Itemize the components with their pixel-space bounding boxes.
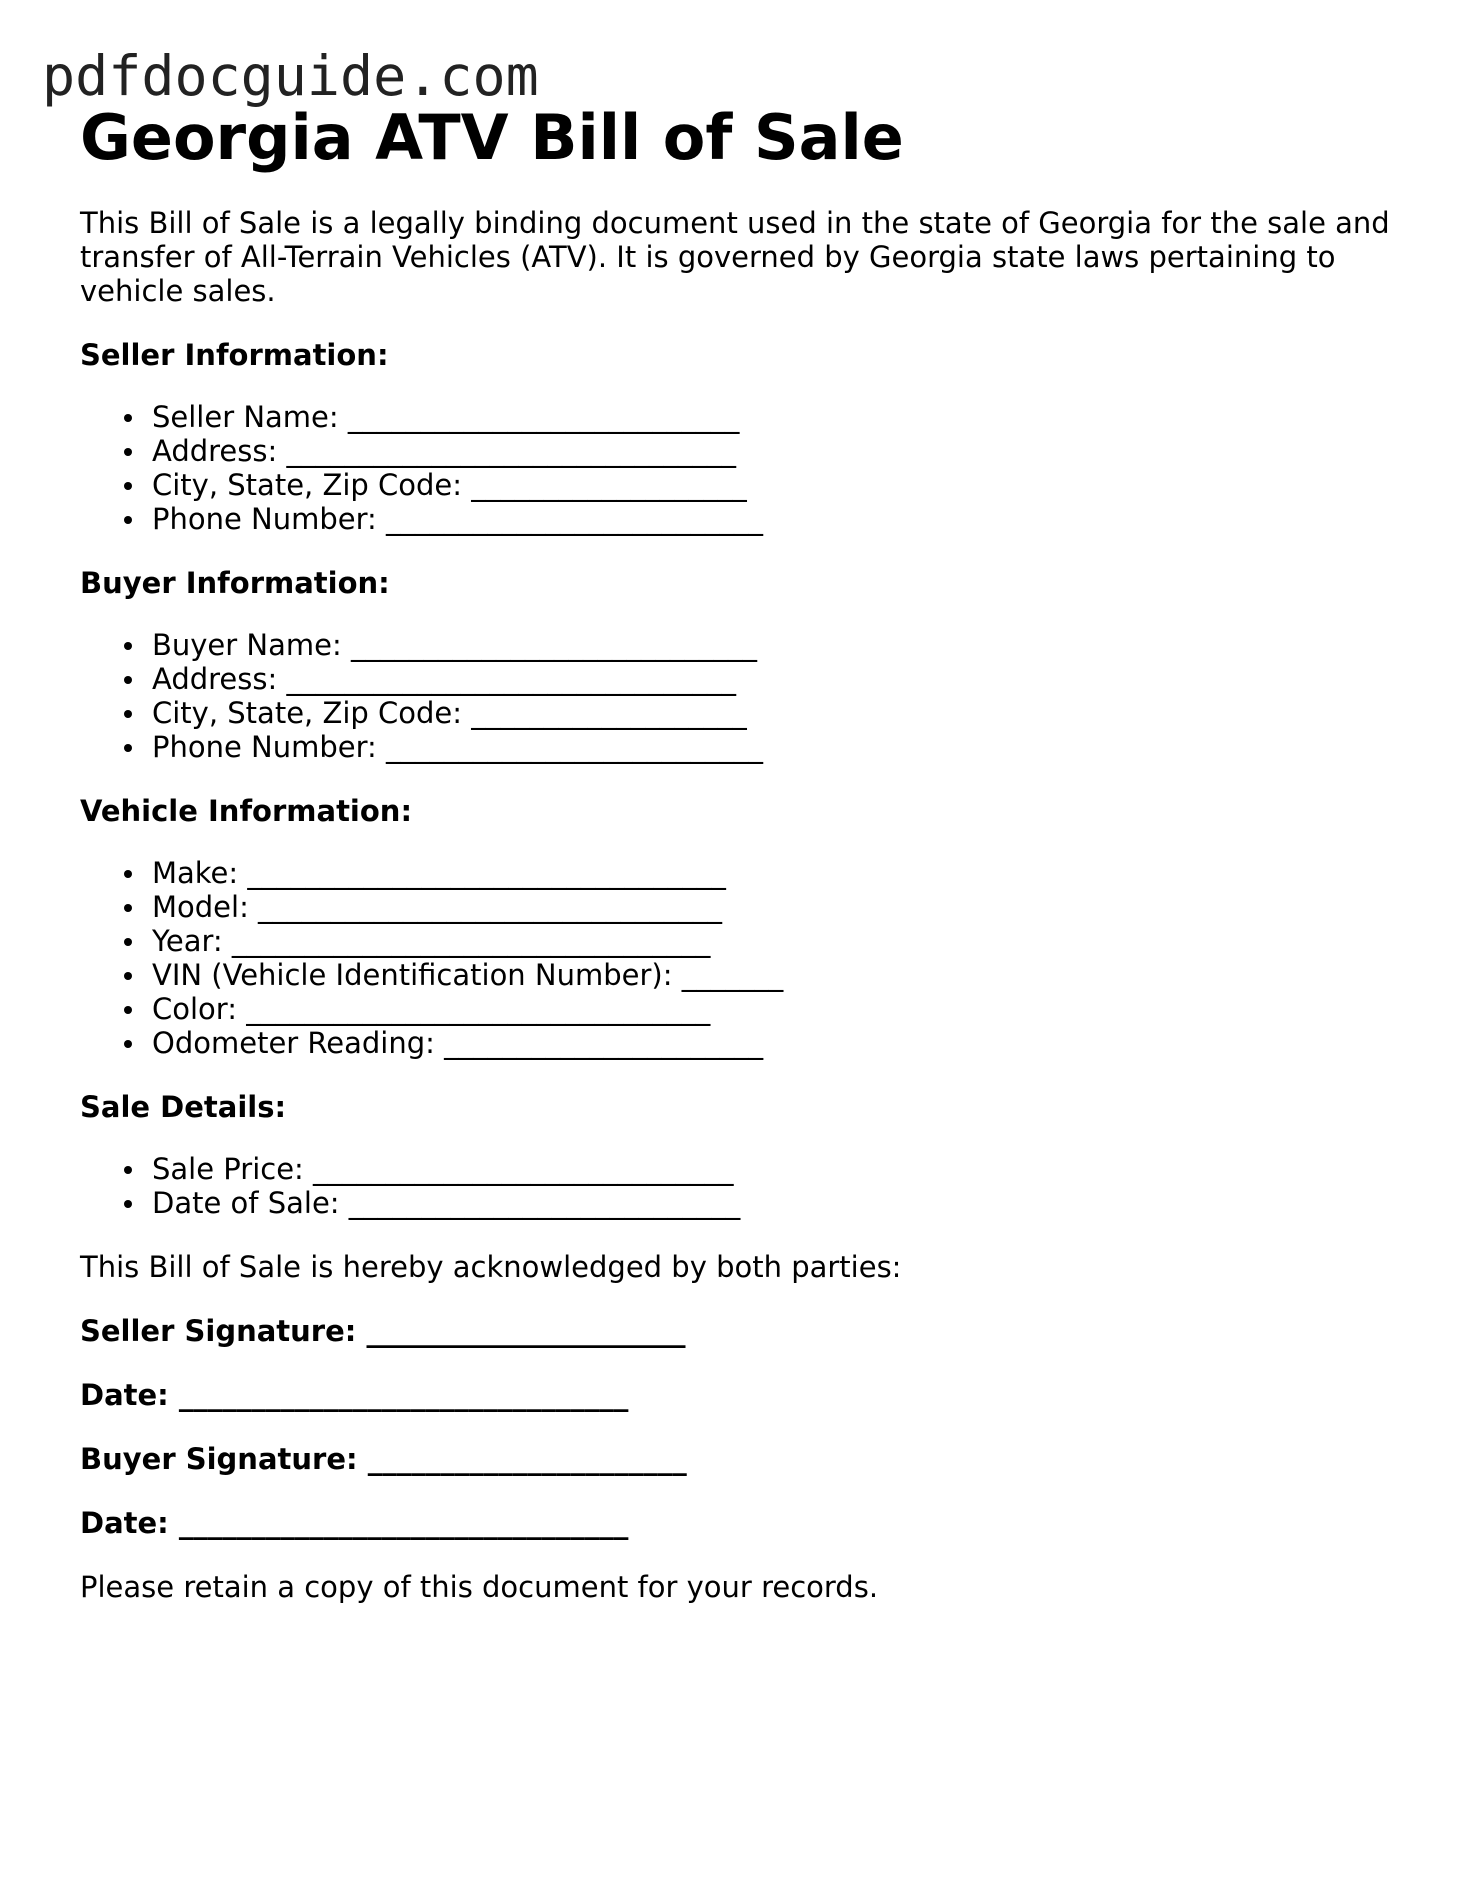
intro-paragraph: This Bill of Sale is a legally binding document used in the state of Georgia for the sale and transfer of All-Terrain Vehicles (ATV). It is governed by Georgia state laws pertaining to vehicle sales. — [80, 206, 1390, 308]
buyer-date-line: Date: _______________________________ — [80, 1506, 629, 1540]
document-title: Georgia ATV Bill of Sale — [80, 101, 904, 174]
buyer-phone-field: Phone Number: __________________________ — [152, 730, 1390, 764]
sale-date-field: Date of Sale: ___________________________ — [152, 1186, 1390, 1220]
vehicle-color-field: Color: ________________________________ — [152, 992, 1390, 1026]
buyer-signature-line: Buyer Signature: ______________________ — [80, 1442, 687, 1476]
seller-field-list — [80, 400, 1390, 536]
seller-name-field: Seller Name: ___________________________ — [152, 400, 1390, 434]
document-page — [80, 100, 1390, 1604]
sale-price-field: Sale Price: _____________________________ — [152, 1152, 1390, 1186]
seller-address-field: Address: _______________________________ — [152, 434, 1390, 468]
vehicle-section — [80, 794, 1390, 1060]
closing-note: Please retain a copy of this document for your records. — [80, 1570, 879, 1604]
buyer-address-field: Address: _______________________________ — [152, 662, 1390, 696]
vehicle-model-field: Model: ________________________________ — [152, 890, 1390, 924]
site-watermark: pdfdocguide.com — [42, 44, 539, 108]
sale-section — [80, 1090, 1390, 1220]
buyer-city-state-zip-field: City, State, Zip Code: ___________________ — [152, 696, 1390, 730]
buyer-name-field: Buyer Name: ____________________________ — [152, 628, 1390, 662]
acknowledgement-text: This Bill of Sale is hereby acknowledged by both parties: — [80, 1250, 902, 1284]
buyer-heading: Buyer Information: — [80, 566, 390, 600]
seller-signature-line: Seller Signature: ______________________ — [80, 1314, 686, 1348]
seller-heading: Seller Information: — [80, 338, 389, 372]
buyer-field-list — [80, 628, 1390, 764]
seller-section — [80, 338, 1390, 536]
seller-city-state-zip-field: City, State, Zip Code: ___________________ — [152, 468, 1390, 502]
seller-date-line: Date: _______________________________ — [80, 1378, 629, 1412]
sale-heading: Sale Details: — [80, 1090, 287, 1124]
vehicle-make-field: Make: _________________________________ — [152, 856, 1390, 890]
vehicle-field-list — [80, 856, 1390, 1060]
seller-phone-field: Phone Number: __________________________ — [152, 502, 1390, 536]
buyer-section — [80, 566, 1390, 764]
vehicle-odometer-field: Odometer Reading: ______________________ — [152, 1026, 1390, 1060]
vehicle-heading: Vehicle Information: — [80, 794, 413, 828]
vehicle-year-field: Year: _________________________________ — [152, 924, 1390, 958]
sale-field-list — [80, 1152, 1390, 1220]
vehicle-vin-field: VIN (Vehicle Identification Number): _______ — [152, 958, 1390, 992]
